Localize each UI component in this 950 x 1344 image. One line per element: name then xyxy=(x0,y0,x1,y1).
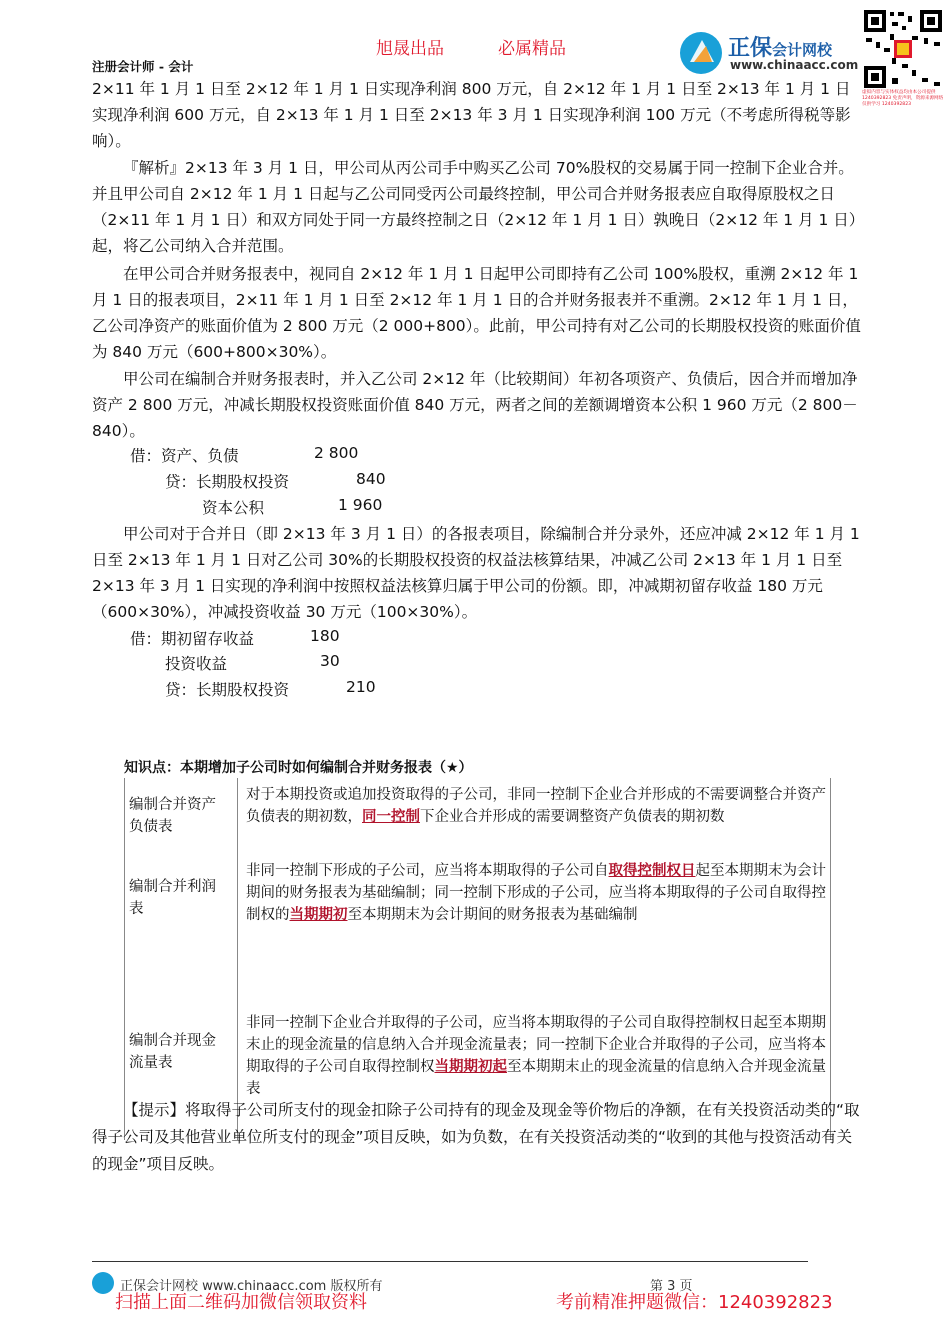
highlight-term: 当期期初起 xyxy=(434,1059,507,1075)
footer-divider xyxy=(92,1261,808,1262)
row-content: 非同一控制下企业合并取得的子公司，应当将本期取得的子公司自取得控制权日起至本期期末止的现金流量的信息纳入合并现金流量表；同一控制下企业合并取得的子公司，应当将本期取得的子公司自取得控制权当期期初起至本期期末止的现金流量的信息纳入合并现金流量表 xyxy=(238,986,831,1140)
entry2-credit-amount: 210 xyxy=(346,678,376,696)
paragraph-4: 甲公司在编制合并财务报表时，并入乙公司 2×12 年（比较期间）年初各项资产、负债后，因合并而增加净资产 2 800 万元，冲减长期股权投资账面价值 840 万元，两者之间的差额调增资本公积 1 960 万元（2 800－840）。 xyxy=(92,370,858,440)
footer-logo-icon xyxy=(92,1272,114,1294)
entry2-debit-label: 借：期初留存收益 xyxy=(130,630,255,648)
header-slogan-right: 必属精品 xyxy=(498,39,566,59)
entry2-debit2-amount: 30 xyxy=(320,652,340,670)
logo-url: www.chinaacc.com xyxy=(730,58,859,72)
row-content: 非同一控制下形成的子公司，应当将本期取得的子公司自取得控制权日起至本期期末为会计期间的财务报表为基础编制；同一控制下形成的子公司，应当将本期取得的子公司自取得控制权的当期期初至本期期末为会计期间的财务报表为基础编制 xyxy=(238,854,831,986)
paragraph-5: 甲公司对于合并日（即 2×13 年 3 月 1 日）的各报表项目，除编制合并分录外，还应冲减 2×12 年 1 月 1 日至 2×13 年 1 月 1 日对乙公司 30%的长期股权投资的权益法核算结果，冲减乙公司 2×13 年 1 月 1 日至 2×13 年 3 月 1 日实现的净利润中按照权益法核算归属于甲公司的份额。即，冲减期初留存收益 180 万元（600×30%），冲减投资收益 30 万元（100×30%）。 xyxy=(92,525,860,621)
row-label: 编制合并资产负债表 xyxy=(125,778,238,854)
entry2-debit-amount: 180 xyxy=(310,627,340,645)
subject-label: 注册会计师 - 会计 xyxy=(92,59,194,74)
highlight-term: 取得控制权日 xyxy=(608,863,696,879)
chinaacc-logo[interactable] xyxy=(680,28,860,78)
table-row xyxy=(125,778,831,854)
knowledge-point-title: 知识点：本期增加子公司时如何编制合并财务报表（★） xyxy=(124,760,473,776)
row-label: 编制合并利润表 xyxy=(125,854,238,986)
header-slogan-left: 旭晟出品 xyxy=(376,39,444,59)
paragraph-3: 在甲公司合并财务报表中，视同自 2×12 年 1 月 1 日起甲公司即持有乙公司 100%股权，重溯 2×12 年 1 月 1 日的报表项目，2×11 年 1 月 1 日至 2×12 年 1 月 1 日的合并财务报表并不重溯。2×12 年 1 月 1 日，乙公司净资产的账面价值为 2 800 万元（2 000+800）。此前，甲公司持有对乙公司的长期股权投资的账面价值为 840 万元（600+800×30%）。 xyxy=(92,265,861,361)
footer-promo-right: 考前精准押题微信：1240392823 xyxy=(556,1292,833,1313)
entry1-credit2-amount: 1 960 xyxy=(338,496,383,514)
entry1-debit-label: 借：资产、负债 xyxy=(130,447,239,465)
highlight-term: 当期期初 xyxy=(289,907,348,923)
page-number: 第 3 页 xyxy=(650,1279,693,1294)
entry2-debit2-label: 投资收益 xyxy=(165,655,228,673)
entry1-credit-label: 贷：长期股权投资 xyxy=(165,473,290,491)
footer-promo-left: 扫描上面二维码加微信领取资料 xyxy=(115,1292,367,1313)
knowledge-point-table xyxy=(124,778,831,1140)
logo-emblem-icon xyxy=(680,32,722,74)
entry2-credit-label: 贷：长期股权投资 xyxy=(165,681,290,699)
footer-copyright: 正保会计网校 www.chinaacc.com 版权所有 xyxy=(120,1279,383,1294)
logo-title: 正保会计网校 xyxy=(728,36,833,61)
table-row xyxy=(125,854,831,986)
entry1-credit2-label: 资本公积 xyxy=(202,499,265,517)
entry1-debit-amount: 2 800 xyxy=(314,444,359,462)
paragraph-analysis: 『解析』2×13 年 3 月 1 日，甲公司从丙公司手中购买乙公司 70%股权的交易属于同一控制下企业合并。并且甲公司自 2×12 年 1 月 1 日起与乙公司同受丙公司最终控制，甲公司合并财务报表应自取得原股权之日（2×11 年 1 月 1 日）和双方同处于同一方最终控制之日（2×12 年 1 月 1 日）孰晚日（2×12 年 1 月 1 日）起，将乙公司纳入合并范围。 xyxy=(92,159,857,255)
entry1-credit-amount: 840 xyxy=(356,470,386,488)
highlight-term: 同一控制 xyxy=(362,809,420,825)
paragraph-1: 2×11 年 1 月 1 日至 2×12 年 1 月 1 日实现净利润 800 万元，自 2×12 年 1 月 1 日至 2×13 年 1 月 1 日实现净利润 600 万元，自 2×13 年 1 月 1 日至 2×13 年 3 月 1 日实现净利润 100 万元（不考虑所得税等影响）。 xyxy=(92,80,851,150)
row-content: 对于本期投资或追加投资取得的子公司，非同一控制下企业合并形成的不需要调整合并资产负债表的期初数，同一控制下企业合并形成的需要调整资产负债表的期初数 xyxy=(238,778,831,854)
qr-code-icon[interactable] xyxy=(862,8,944,90)
row-label: 编制合并现金流量表 xyxy=(125,986,238,1140)
qr-caption: 虚拟内容与实体权益均由本公司提供 1240392823 免责声明，资源来源网络仅供学习 1240392823 xyxy=(862,90,944,107)
tip-paragraph: 【提示】将取得子公司所支付的现金扣除子公司持有的现金及现金等价物后的净额，在有关投资活动类的“取得子公司及其他营业单位所支付的现金”项目反映，如为负数，在有关投资活动类的“收到的其他与投资活动有关的现金”项目反映。 xyxy=(92,1101,860,1173)
